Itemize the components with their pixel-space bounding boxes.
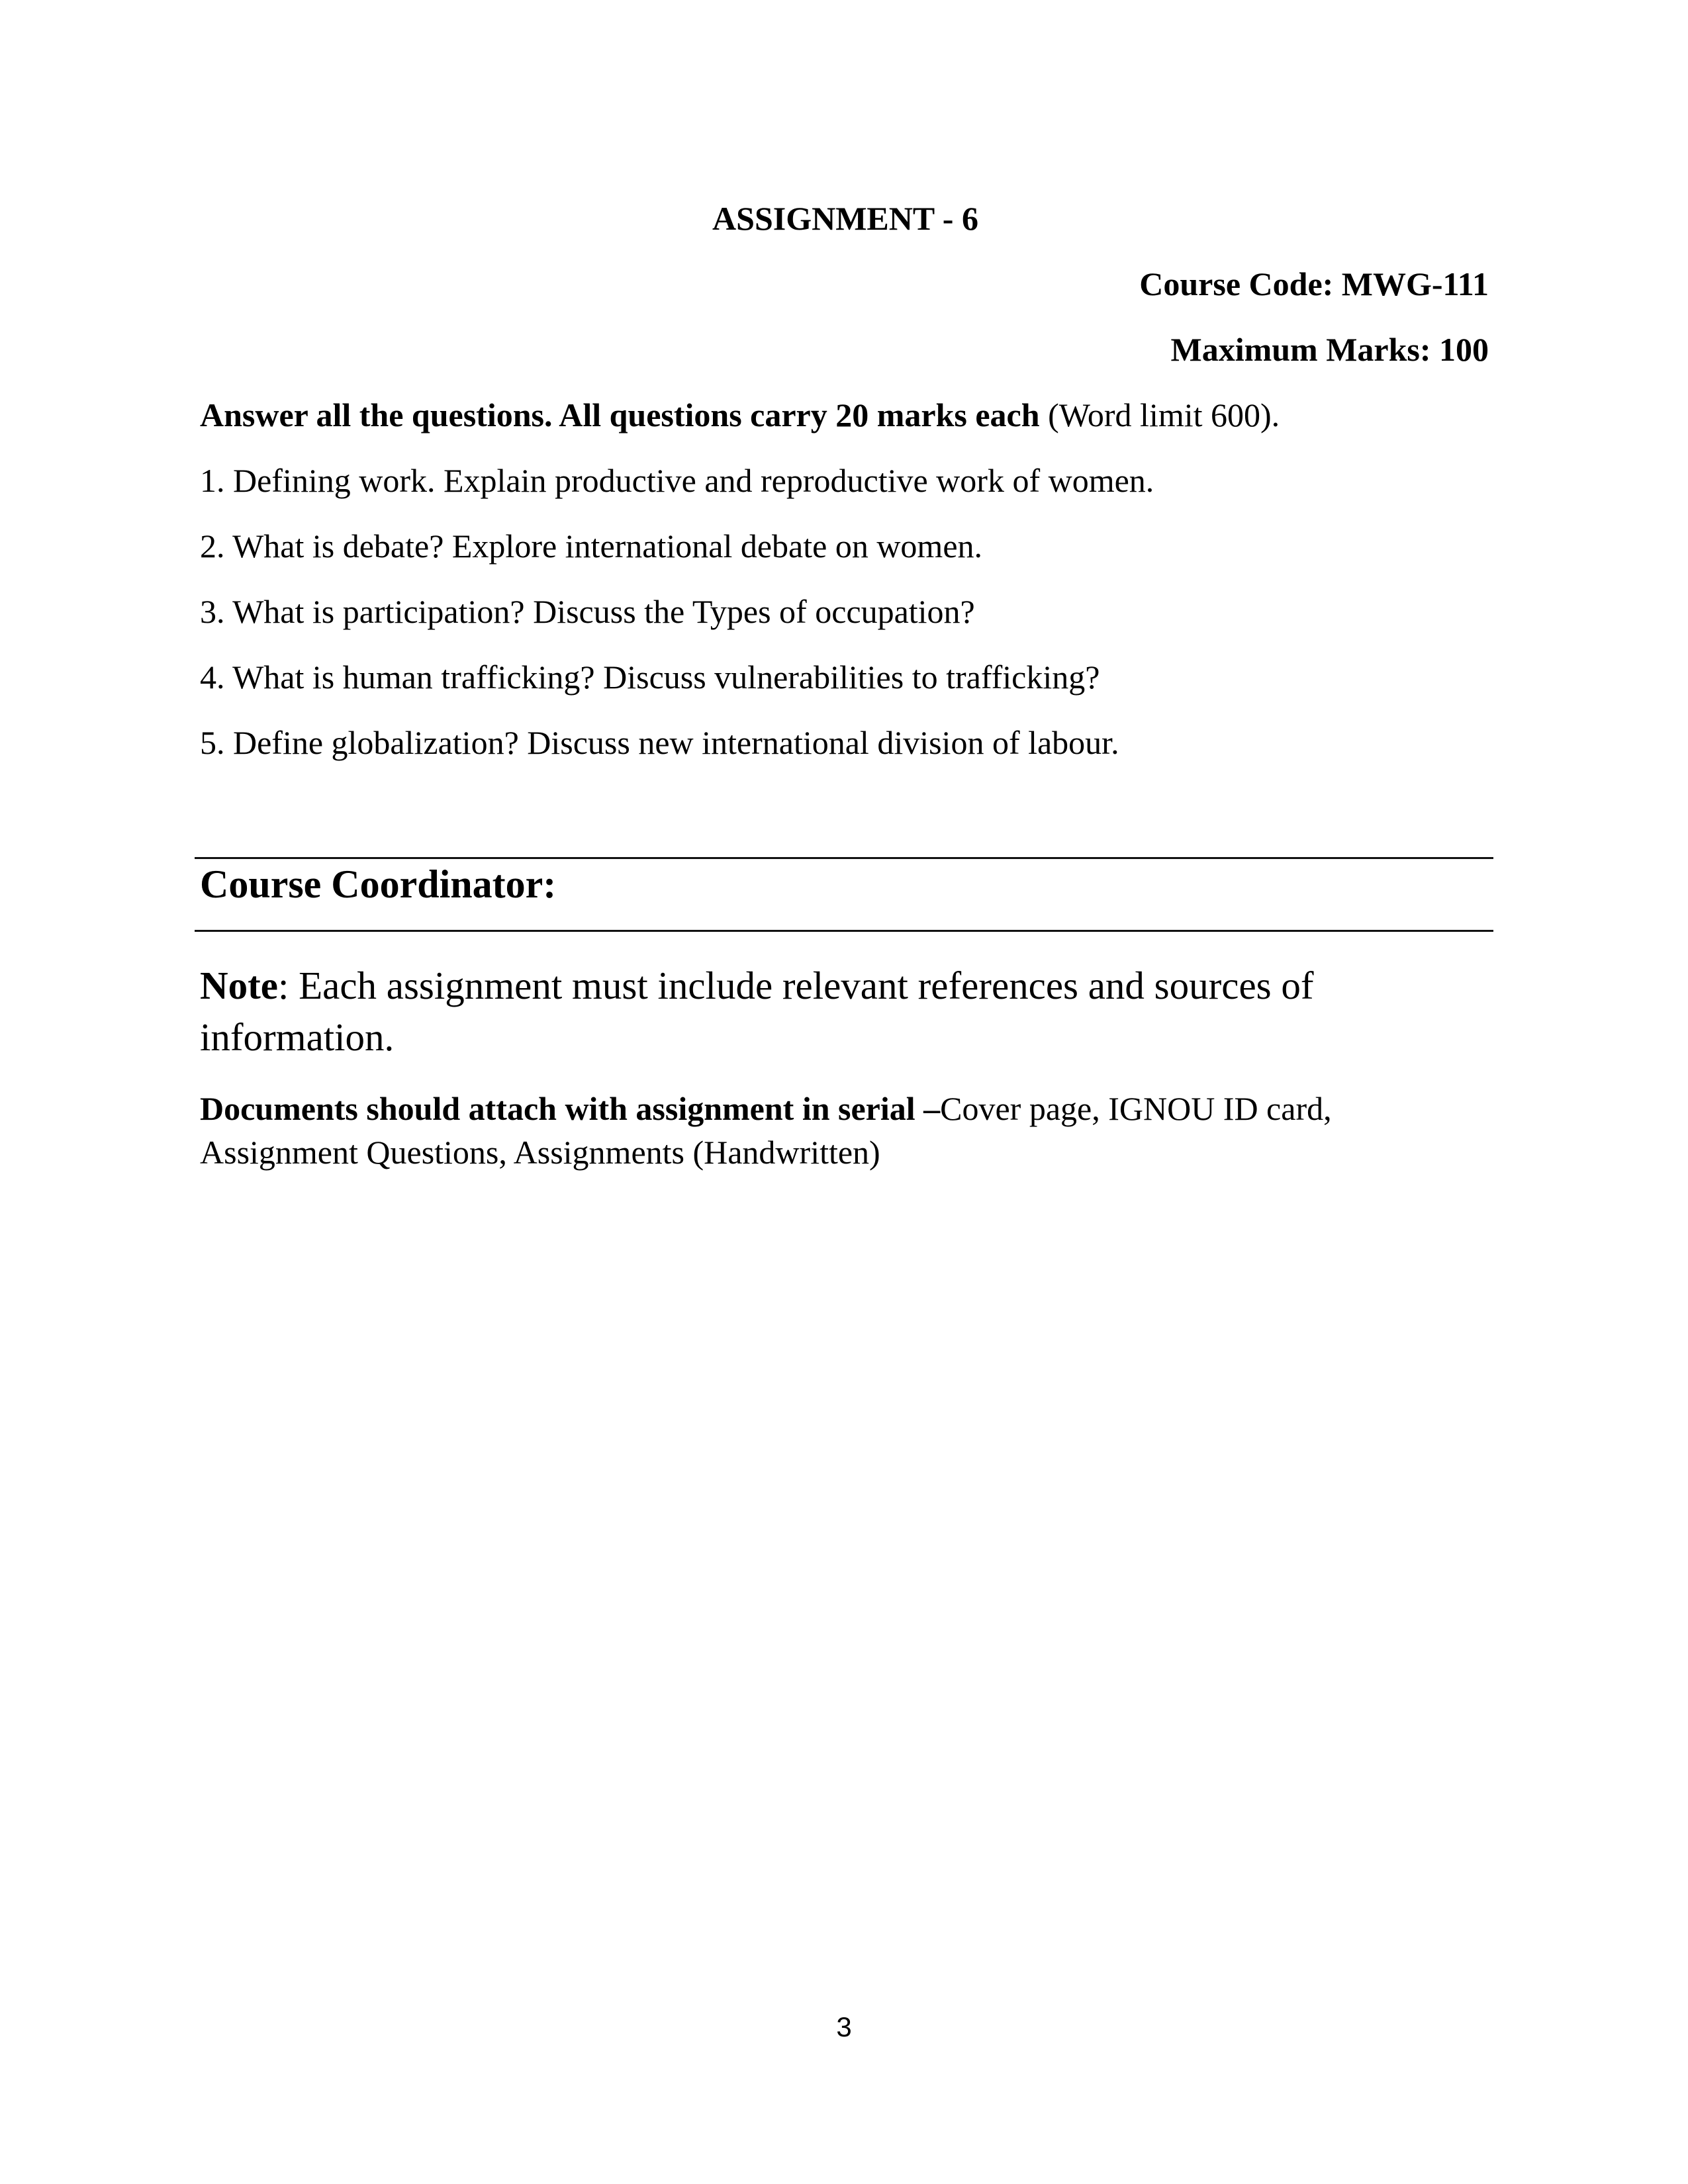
course-code: Course Code: MWG-111 [1139, 265, 1489, 302]
documents-list: Cover page, IGNOU ID card, Assignment Questions, Assignments (Handwritten) [200, 1090, 1332, 1171]
course-coordinator-label: Course Coordinator: [200, 862, 557, 906]
divider-bottom [195, 930, 1493, 932]
documents-paragraph [200, 1087, 1365, 1174]
divider-top [195, 857, 1493, 859]
question-item: 4. What is human trafficking? Discuss vulnerabilities to trafficking? [200, 659, 1100, 696]
note-paragraph [200, 960, 1338, 1063]
question-item: 2. What is debate? Explore international debate on women. [200, 527, 983, 565]
assignment-title: ASSIGNMENT - 6 [712, 200, 978, 237]
documents-bold: Documents should attach with assignment in serial – [200, 1090, 941, 1127]
page-number: 3 [836, 2011, 852, 2042]
note-text: : Each assignment must include relevant references and sources of information. [200, 964, 1314, 1059]
maximum-marks: Maximum Marks: 100 [1170, 331, 1489, 368]
instructions-word-limit: (Word limit 600). [1039, 396, 1280, 433]
question-item: 5. Define globalization? Discuss new international division of labour. [200, 724, 1119, 761]
question-item: 3. What is participation? Discuss the Types of occupation? [200, 593, 975, 630]
instructions [200, 398, 1280, 432]
instructions-bold: Answer all the questions. All questions carry 20 marks each [200, 396, 1040, 433]
question-item: 1. Defining work. Explain productive and reproductive work of women. [200, 462, 1154, 499]
note-label: Note [200, 964, 278, 1007]
